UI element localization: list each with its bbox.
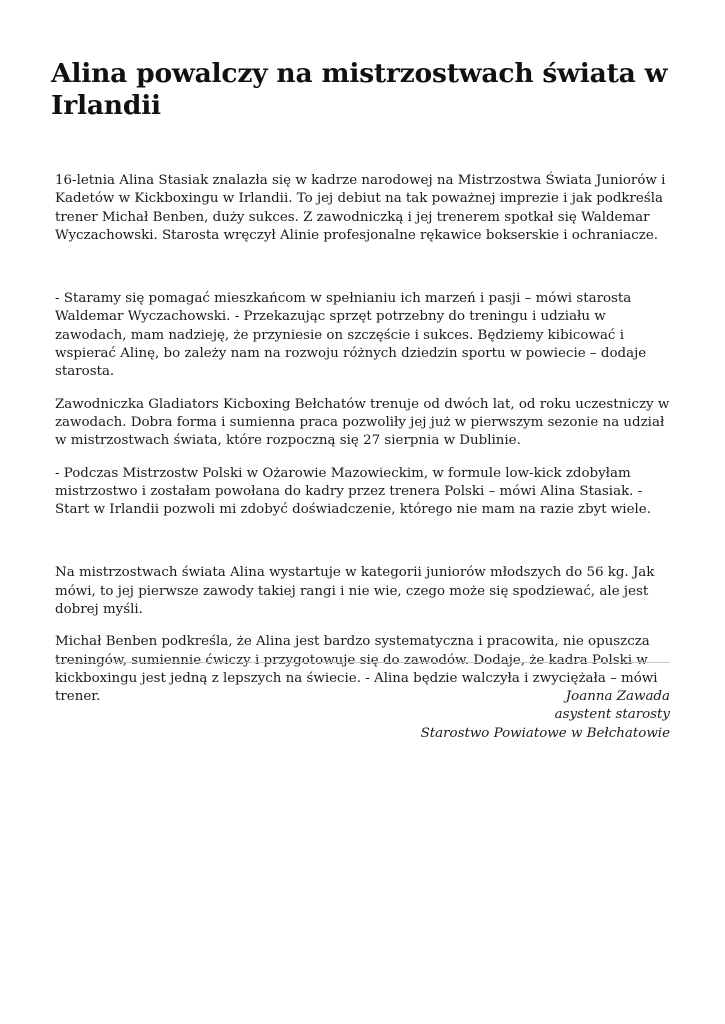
paragraph-starosta-quote: - Staramy się pomagać mieszkańcom w spełnianiu ich marzeń i pasji – mówi starosta Waldemar Wyczachowski. - Przekazując sprzęt potrzebny do treningu i udziału w zawodach, mam nadzieję, że przyniesie on szczęście i sukces. Będziemy kibicować i wspierać Alinę, bo zależy nam na rozwoju różnych dziedzin sportu w powiecie – dodaje starosta. xyxy=(55,291,647,380)
signature-block xyxy=(421,688,670,743)
signature-name: Joanna Zawada xyxy=(565,689,670,704)
paragraph-category: Na mistrzostwach świata Alina wystartuje w kategorii juniorów młodszych do 56 kg. Jak mówi, to jej pierwsze zawody takiej rangi i nie wie, czego może się spodziewać, ale jest dobrej myśli. xyxy=(55,565,655,618)
paragraph-alina-quote: - Podczas Mistrzostw Polski w Ożarowie Mazowieckim, w formule low-kick zdobyłam mistrzostwo i zostałam powołana do kadry przez trenera Polski – mówi Alina Stasiak. - Start w Irlandii pozwoli mi zdobyć doświadczenie, którego nie mam na razie zbyt wiele. xyxy=(55,465,651,518)
article-title: Alina powalczy na mistrzostwach świata w Irlandii xyxy=(51,58,668,121)
signature-office: Starostwo Powiatowe w Bełchatowie xyxy=(420,725,670,741)
signature-role: asystent starosty xyxy=(554,707,670,723)
paragraph-coach: Michał Benben podkreśla, że Alina jest bardzo systematyczna i pracowita, nie opuszcza treningów, sumiennie ćwiczy i przygotowuje się do zawodów. Dodaje, że kadra Polski w kickboxingu jest jedną z lepszych na świecie. - Alina będzie walczyła i zwyciężała – mówi trener. xyxy=(55,634,658,705)
paragraph-intro: 16-letnia Alina Stasiak znalazła się w kadrze narodowej na Mistrzostwa Świata Juniorów i Kadetów w Kickboxingu w Irlandii. To jej debiut na tak poważnej imprezie i jak podkreśla trener Michał Benben, duży sukces. Z zawodniczką i jej trenerem spotkał się Waldemar Wyczachowski. Starosta wręczył Alinie profesjonalne rękawice bokserskie i ochraniacze. xyxy=(55,173,666,243)
divider xyxy=(55,662,670,663)
paragraph-club: Zawodniczka Gladiators Kicboxing Bełchatów trenuje od dwóch lat, od roku uczestniczy w zawodach. Dobra forma i sumienna praca pozwoliły jej już w pierwszym sezonie na udział w mistrzostwach świata, które rozpoczną się 27 sierpnia w Dublinie. xyxy=(55,396,670,449)
article-body xyxy=(55,172,671,721)
